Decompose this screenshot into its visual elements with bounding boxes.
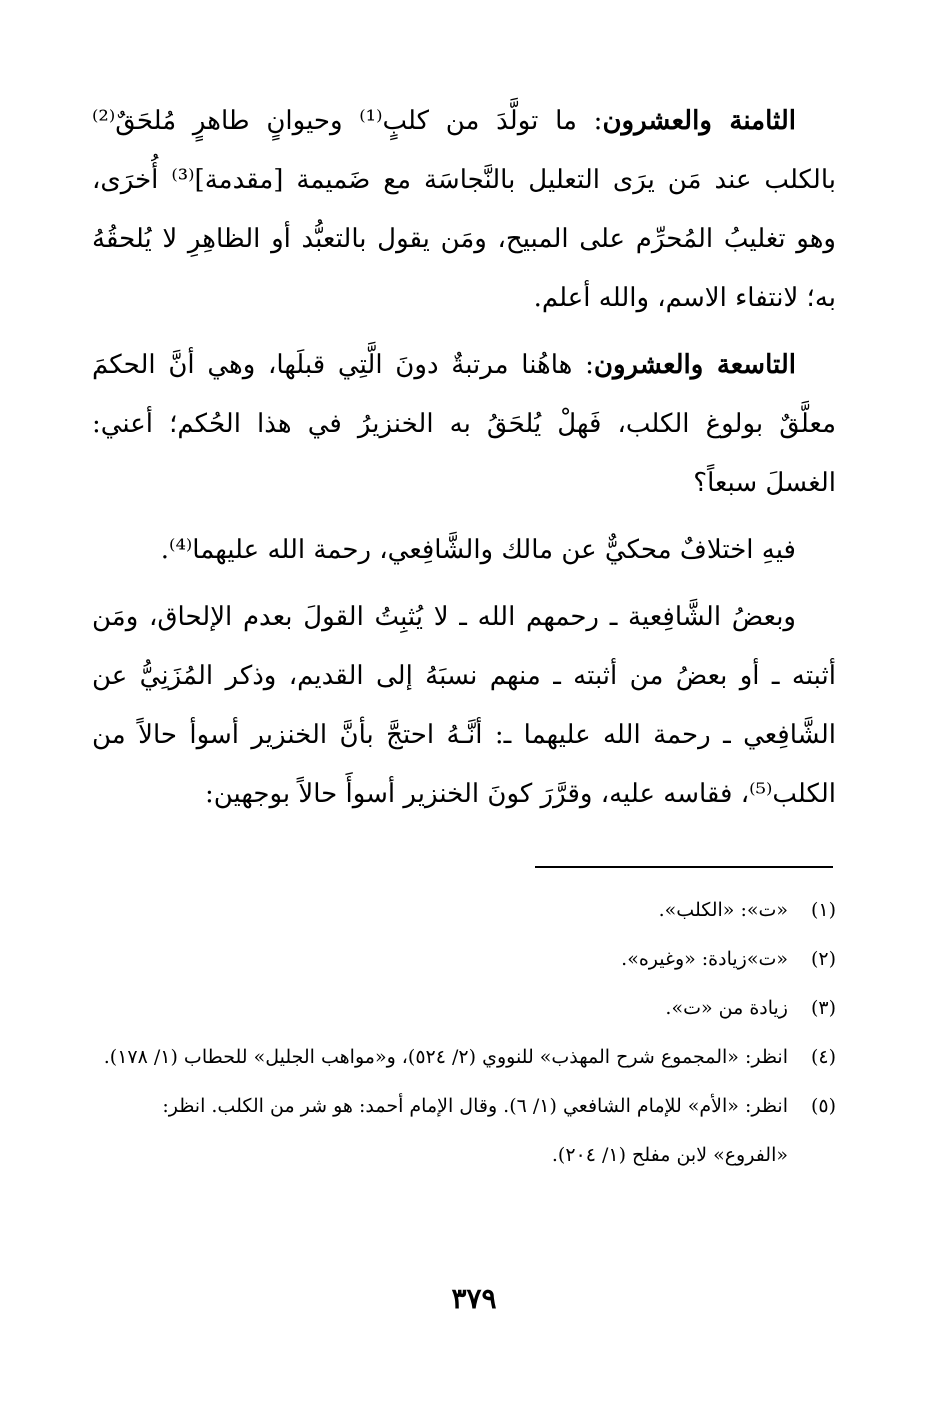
footnote-number: (٣) [810, 997, 836, 1019]
footnote [92, 1082, 836, 1180]
paragraph-disagreement [92, 521, 836, 580]
footnote-text: انظر: «المجموع شرح المهذب» للنووي (٢/ ٥٢٤)، و«مواهب الجليل» للحطاب (١/ ١٧٨). [103, 1046, 788, 1068]
paragraph-lead: الثامنة والعشرون [602, 106, 796, 136]
page-number: ٣٧٩ [451, 1282, 497, 1315]
paragraph-text: : ما تولَّدَ من كلبٍ⁽¹⁾ وحيوانٍ طاهرٍ مُلحَقٌ⁽²⁾ بالكلب عند مَن يرَى التعليل بالنَّجاسَة مع ضَميمة [مقدمة]⁽³⁾ أُخرَى، وهو تغليبُ المُحرِّم على المبيح، ومَن يقول بالتعبُّد أو الظاهِرِ لا يُلحقُهُ به؛ لانتفاء الاسم، والله أعلم. [92, 106, 836, 313]
footnote [92, 935, 836, 984]
footnote-number: (٢) [810, 948, 836, 970]
paragraph-text: وبعضُ الشَّافِعية ـ رحمهم الله ـ لا يُثبِتُ القولَ بعدم الإلحاق، ومَن أثبته ـ أو بعضُ من أثبته ـ منهم نسبَهُ إلى القديم، وذكر المُزَنِيُّ عن الشَّافِعي ـ رحمة الله عليهما ـ: أنَّـهُ احتجَّ بأنَّ الخنزير أسوأ حالاً من الكلب⁽⁵⁾، فقاسه عليه، وقرَّرَ كونَ الخنزير أسوأَ حالاً بوجهين: [92, 602, 836, 809]
footnote [92, 984, 836, 1033]
footnote-number: (١) [810, 899, 836, 921]
paragraph-lead: التاسعة والعشرون [593, 350, 796, 380]
footnote-number: (٥) [810, 1095, 836, 1117]
footnote-text: زيادة من «ت». [665, 997, 788, 1019]
paragraph-text: فيهِ اختلافٌ محكيٌّ عن مالك والشَّافِعي، رحمة الله عليهما⁽⁴⁾. [160, 535, 796, 565]
paragraph-28 [92, 92, 836, 328]
paragraph-shafii [92, 588, 836, 824]
footnote-text: «ت»: «الكلب». [658, 899, 788, 921]
footnote-text: «ت»زيادة: «وغيره». [621, 948, 788, 970]
footnote-text: انظر: «الأم» للإمام الشافعي (١/ ٦). وقال الإمام أحمد: هو شر من الكلب. انظر: «الفروع» لابن مفلح (١/ ٢٠٤). [162, 1095, 788, 1166]
footnote [92, 1033, 836, 1082]
paragraph-text: : هاهُنا مرتبةٌ دونَ الَّتِي قبلَها، وهي أنَّ الحكمَ معلَّقٌ بولوغ الكلب، فَهلْ يُلحَقُ به الخنزيرُ في هذا الحُكم؛ أعني: الغسلَ سبعاً؟ [92, 350, 836, 498]
footnotes [92, 886, 836, 1180]
main-text [92, 92, 836, 832]
paragraph-29 [92, 336, 836, 513]
footnote-divider [535, 866, 833, 868]
footnote [92, 886, 836, 935]
footnote-number: (٤) [810, 1046, 836, 1068]
